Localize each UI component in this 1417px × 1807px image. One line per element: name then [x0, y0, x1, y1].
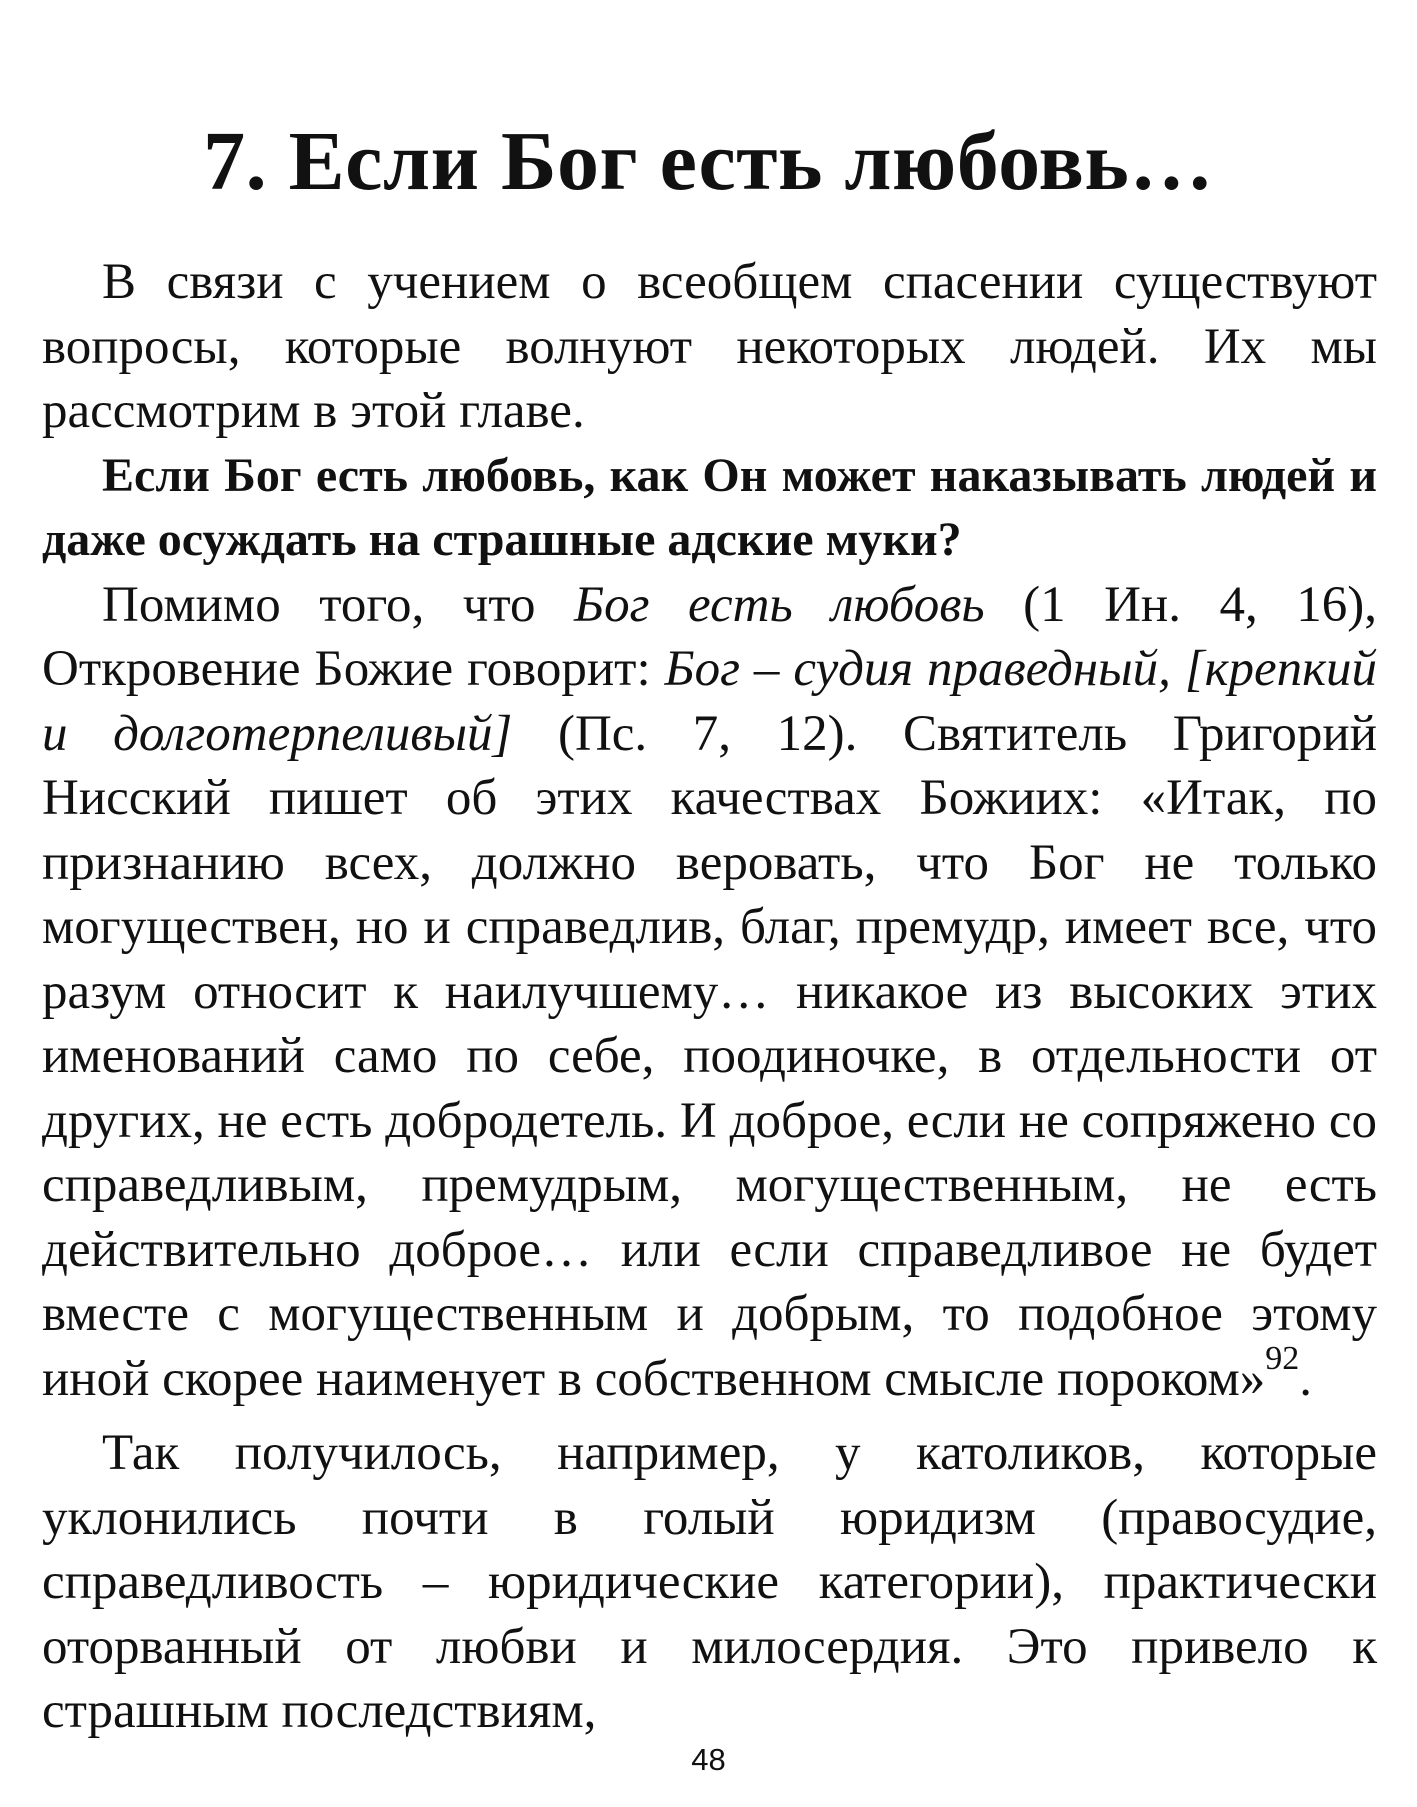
footnote-marker: 92 [1265, 1339, 1300, 1377]
question-heading: Если Бог есть любовь, как Он может наказывать людей и даже осуждать на страшные адские муки? [42, 448, 1377, 566]
answer-paragraph [42, 573, 1377, 1412]
page-number: 48 [691, 1742, 726, 1777]
answer-text-1: Помимо того, что [102, 576, 575, 633]
answer-text-end: . [1299, 1350, 1312, 1407]
scripture-quote-2: Бог – судия праведный, [крепкий и долготерпеливый] [42, 641, 1377, 762]
answer-text-2: (1 Ин. 4, 16), Откровение Божие говорит: [42, 576, 1377, 697]
scripture-quote-1: Бог есть любовь [574, 576, 985, 633]
chapter-title: 7. Если Бог есть любовь… [203, 115, 1214, 208]
intro-paragraph: В связи с учением о всеобщем спасении существуют вопросы, которые волнуют некоторых людей. Их мы рассмотрим в этой главе. [42, 254, 1377, 439]
catholics-paragraph: Так получилось, например, у католиков, которые уклонились почти в голый юридизм (правосудие, справедливость – юридические категории), практически оторванный от любви и милосердия. Это привело к страшным последствиям, [42, 1425, 1377, 1739]
paragraph-spacer [42, 1411, 1377, 1421]
answer-text-3: (Пс. 7, 12). Святитель Григорий Нисский пишет об этих качествах Божиих: «Итак, по признанию всех, должно веровать, что Бог не только могуществен, но и справедлив, благ, премудр, имеет все, что разум относит к наилучшему… никакое из высоких этих именований само по себе, поодиночке, в отдельности от других, не есть добродетель. И доброе, если не сопряжено со справедливым, премудрым, могущественным, не есть действительно доброе… или если справедливое не будет вместе с могущественным и добрым, то подобное этому иной скорее наименует в собственном смысле пороком» [42, 705, 1377, 1407]
page-body [42, 250, 1377, 1744]
